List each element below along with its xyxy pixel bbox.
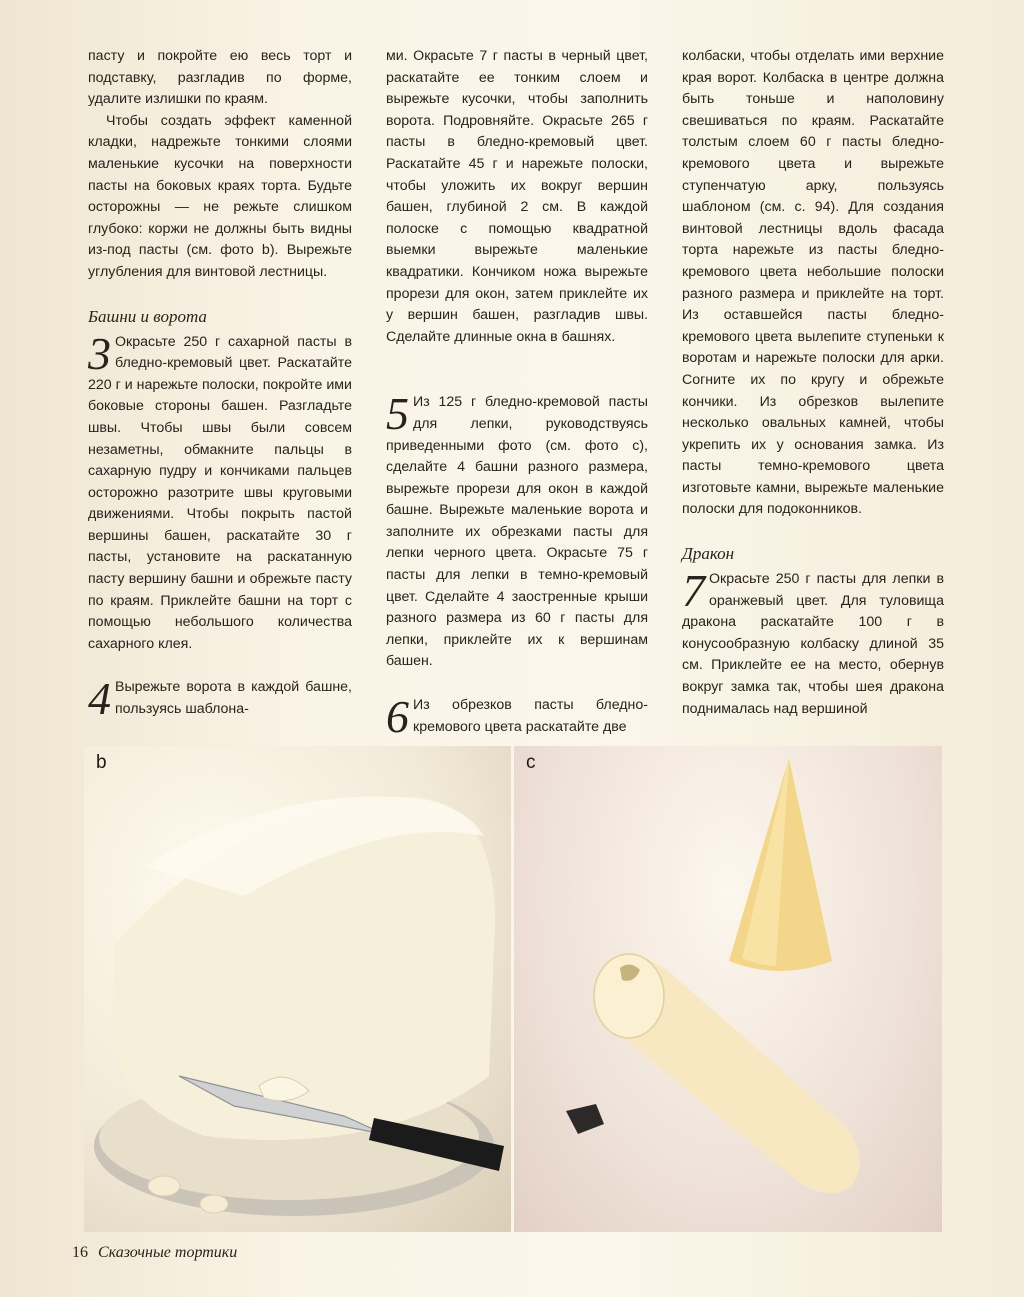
paragraph-stone-effect: Чтобы создать эффект каменной кладки, надрежьте тонкими слоями маленькие кусочки на поверхности пасты на боковых краях торта. Будьте осторожны — не режьте слишком глубоко: коржи не должны быть видны из-под пасты (см. фото b). Вырежьте углубления для винтовой лестницы. [88,112,352,280]
step-3-text: Окрасьте 250 г сахарной пасты в бледно-кремовый цвет. Раскатайте 220 г и нарежьте полоски, покройте ими боковые стороны башен. Разгладьте швы. Чтобы швы были совсем незаметны, обмакните пальцы в сахарную пудру и кончиками пальцев осторожно разотрите швы круговыми движениями. Чтобы покрыть пастой вершины башен, раскатайте 30 г пасты, установите на раскатанную пасту вершину башни и обрежьте пасту по краям. Приклейте башни на торт с помощью небольшого количества сахарного клея. [88,333,352,652]
photo-b-cutting-paste [84,746,511,1232]
text-column-2 [386,46,648,743]
step-6 [386,691,648,743]
step-number-4: 4 [88,673,111,725]
photo-c-tower-and-roof [514,746,942,1232]
section-heading-dragon: Дракон [682,544,735,564]
step-number-5: 5 [386,388,409,440]
photo-b-illustration [84,746,511,1232]
black-paste-piece [566,1104,604,1134]
step-number-3: 3 [88,327,111,379]
page-number: 16 [72,1244,88,1261]
paragraph-gates: ми. Окрасьте 7 г пасты в черный цвет, раскатайте ее тонким слоем и вырежьте кусочки, чтобы заполнить ворота. Подровняйте. Окрасьте 265 г пасты в бледно-кремовый цвет. Раскатайте 45 г и нарежьте полоски, чтобы уложить их вокруг вершин башен, глубиной 2 см. В каждой полоске с помощью квадратной выемки вырежьте маленькие квадратики. Кончиком ножа вырежьте прорези для окон, затем приклейте их у вершин башен, разгладив швы. Сделайте длинные окна в башнях. [386,48,648,345]
step-5 [386,388,648,673]
step-4-text: Вырежьте ворота в каждой башне, пользуясь шаблона- [115,679,352,718]
page-footer [72,1244,237,1262]
text-column-1 [88,46,352,725]
step-5-text: Из 125 г бледно-кремовой пасты для лепки, руководствуясь приведенными фото (см. фото с), сделайте 4 башни разного размера, вырежьте прорези для окон в каждой башне. Вырежьте маленькие ворота и заполните их обрезками пасты для лепки черного цвета. Окрасьте 75 г пасты для лепки в темно-кремовый цвет. Сделайте 4 заостренные крыши разного размера из 60 г пасты для лепки, приклейте их к вершинам башен. [386,394,648,670]
step-6-text: Из обрезков пасты бледно-кремового цвета раскатайте две [413,697,648,735]
step-7 [682,565,944,720]
step-3 [88,327,352,656]
step-4 [88,673,352,725]
paragraph-stairs: колбаски, чтобы отделать ими верхние края ворот. Колбаска в центре должна быть тоньше и наполовину свешиваться по краям. Раскатайте толстым слоем 60 г пасты бледно-кремового цвета и вырежьте ступенчатую арку, пользуясь шаблоном (см. с. 94). Для создания винтовой лестницы вдоль фасада торта нарежьте из пасты бледно-кремового цвета небольшие полоски разного размера и приклейте на торт. Из оставшейся пасты бледно-кремового цвета вылепите ступеньки к воротам и нарежьте полоски для арки. Согните их по кругу и обрежьте кончики. Из обрезков вылепите несколько овальных камней, чтобы укрепить их у основания замка. Из пасты темно-кремового цвета изготовьте камни, вырежьте маленькие полоски для подоконников. [682,48,944,518]
paragraph-intro: пасту и покройте ею весь торт и подставку, разгладив по форме, удалите излишки по краям. [88,48,352,108]
photo-b-label: b [96,752,107,773]
step-number-7: 7 [682,565,705,617]
photo-c-label: c [526,752,536,773]
step-number-6: 6 [386,691,409,743]
photo-c-illustration [514,746,942,1232]
step-7-text: Окрасьте 250 г пасты для лепки в оранжевый цвет. Для туловища дракона раскатайте 100 г в конусообразную колбаску длиной 35 см. Приклейте ее на место, обернув вокруг замка так, чтобы шея дракона поднималась над вершиной [682,571,944,717]
section-heading-towers: Башни и ворота [88,306,207,326]
text-column-3 [682,46,944,720]
book-title: Сказочные тортики [98,1244,238,1261]
